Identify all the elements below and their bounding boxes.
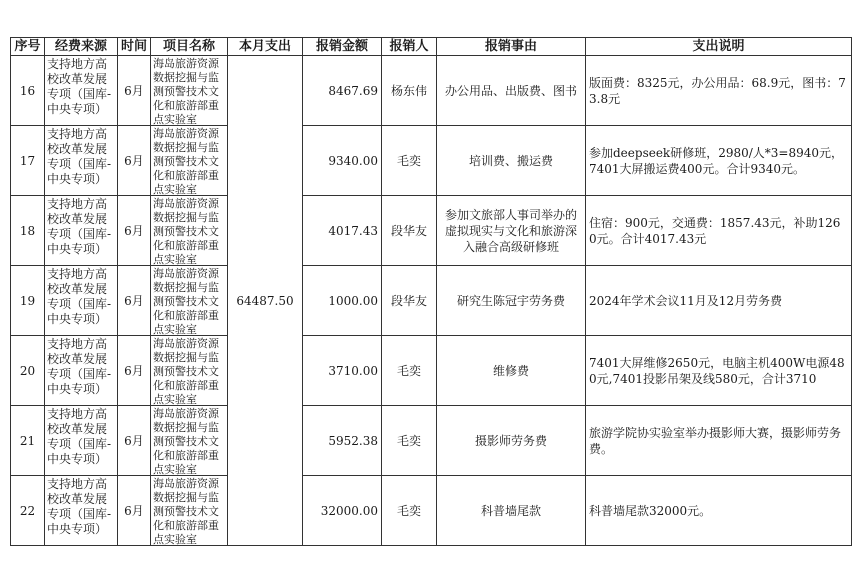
cell-amount: 1000.00 [303, 266, 382, 336]
cell-project-text: 海岛旅游资源数据挖掘与监测预警技术文化和旅游部重点实验室 [153, 196, 219, 265]
table-row [11, 266, 852, 336]
cell-person: 段华友 [382, 266, 437, 336]
cell-desc: 住宿：900元，交通费：1857.43元，补助1260元。合计4017.43元 [586, 196, 852, 266]
cell-reason: 研究生陈冠宇劳务费 [437, 266, 586, 336]
cell-time: 6月 [118, 476, 151, 546]
cell-source-text: 支持地方高校改革发展专项（国库-中央专项） [47, 336, 112, 396]
cell-time: 6月 [118, 56, 151, 126]
cell-project-text: 海岛旅游资源数据挖掘与监测预警技术文化和旅游部重点实验室 [153, 336, 219, 405]
expense-sheet [10, 37, 852, 546]
cell-person: 毛奕 [382, 336, 437, 406]
cell-source-text: 支持地方高校改革发展专项（国库-中央专项） [47, 126, 112, 186]
cell-seq: 21 [11, 406, 45, 476]
cell-project [151, 196, 228, 266]
cell-source-text: 支持地方高校改革发展专项（国库-中央专项） [47, 266, 112, 326]
cell-project-text: 海岛旅游资源数据挖掘与监测预警技术文化和旅游部重点实验室 [153, 406, 219, 475]
header-monthly: 本月支出 [228, 38, 303, 56]
cell-source [45, 476, 118, 546]
cell-seq: 19 [11, 266, 45, 336]
cell-project [151, 476, 228, 546]
cell-amount: 5952.38 [303, 406, 382, 476]
cell-desc: 2024年学术会议11月及12月劳务费 [586, 266, 852, 336]
cell-amount: 8467.69 [303, 56, 382, 126]
cell-project-text: 海岛旅游资源数据挖掘与监测预警技术文化和旅游部重点实验室 [153, 266, 219, 335]
cell-person: 毛奕 [382, 406, 437, 476]
header-person: 报销人 [382, 38, 437, 56]
cell-amount: 4017.43 [303, 196, 382, 266]
cell-project [151, 336, 228, 406]
cell-source-text: 支持地方高校改革发展专项（国库-中央专项） [47, 56, 112, 116]
cell-person: 毛奕 [382, 476, 437, 546]
cell-person: 杨东伟 [382, 56, 437, 126]
cell-time: 6月 [118, 126, 151, 196]
header-source: 经费来源 [45, 38, 118, 56]
cell-person: 段华友 [382, 196, 437, 266]
expense-table [10, 37, 852, 546]
cell-project [151, 406, 228, 476]
cell-seq: 22 [11, 476, 45, 546]
cell-source [45, 56, 118, 126]
cell-person: 毛奕 [382, 126, 437, 196]
header-project: 项目名称 [151, 38, 228, 56]
cell-reason: 办公用品、出版费、图书 [437, 56, 586, 126]
cell-time: 6月 [118, 406, 151, 476]
table-row [11, 406, 852, 476]
cell-source [45, 266, 118, 336]
table-row [11, 56, 852, 126]
cell-project [151, 126, 228, 196]
cell-time: 6月 [118, 336, 151, 406]
table-row [11, 336, 852, 406]
cell-source [45, 406, 118, 476]
cell-reason: 摄影师劳务费 [437, 406, 586, 476]
cell-seq: 20 [11, 336, 45, 406]
table-row [11, 476, 852, 546]
cell-seq: 18 [11, 196, 45, 266]
cell-monthly-total: 64487.50 [228, 56, 303, 546]
cell-desc: 旅游学院协实验室举办摄影师大赛，摄影师劳务费。 [586, 406, 852, 476]
cell-source-text: 支持地方高校改革发展专项（国库-中央专项） [47, 406, 112, 466]
table-header-row [11, 38, 852, 56]
cell-time: 6月 [118, 266, 151, 336]
cell-time: 6月 [118, 196, 151, 266]
cell-desc: 科普墙尾款32000元。 [586, 476, 852, 546]
cell-source-text: 支持地方高校改革发展专项（国库-中央专项） [47, 476, 112, 536]
header-reason: 报销事由 [437, 38, 586, 56]
cell-project [151, 266, 228, 336]
cell-seq: 17 [11, 126, 45, 196]
cell-source [45, 126, 118, 196]
cell-source [45, 336, 118, 406]
header-amount: 报销金额 [303, 38, 382, 56]
cell-reason: 参加文旅部人事司举办的虚拟现实与文化和旅游深入融合高级研修班 [437, 196, 586, 266]
cell-desc: 版面费：8325元，办公用品：68.9元，图书：73.8元 [586, 56, 852, 126]
cell-amount: 9340.00 [303, 126, 382, 196]
table-row [11, 196, 852, 266]
cell-project [151, 56, 228, 126]
cell-desc: 7401大屏维修2650元，电脑主机400W电源480元,7401投影吊架及线580元，合计3710 [586, 336, 852, 406]
table-row [11, 126, 852, 196]
cell-reason: 培训费、搬运费 [437, 126, 586, 196]
header-desc: 支出说明 [586, 38, 852, 56]
cell-seq: 16 [11, 56, 45, 126]
cell-project-text: 海岛旅游资源数据挖掘与监测预警技术文化和旅游部重点实验室 [153, 56, 219, 125]
cell-desc: 参加deepseek研修班，2980/人*3=8940元，7401大屏搬运费400元。合计9340元。 [586, 126, 852, 196]
header-seq: 序号 [11, 38, 45, 56]
cell-amount: 32000.00 [303, 476, 382, 546]
cell-reason: 维修费 [437, 336, 586, 406]
cell-source [45, 196, 118, 266]
cell-project-text: 海岛旅游资源数据挖掘与监测预警技术文化和旅游部重点实验室 [153, 126, 219, 195]
cell-project-text: 海岛旅游资源数据挖掘与监测预警技术文化和旅游部重点实验室 [153, 476, 219, 545]
cell-source-text: 支持地方高校改革发展专项（国库-中央专项） [47, 196, 112, 256]
cell-amount: 3710.00 [303, 336, 382, 406]
header-time: 时间 [118, 38, 151, 56]
cell-reason: 科普墙尾款 [437, 476, 586, 546]
